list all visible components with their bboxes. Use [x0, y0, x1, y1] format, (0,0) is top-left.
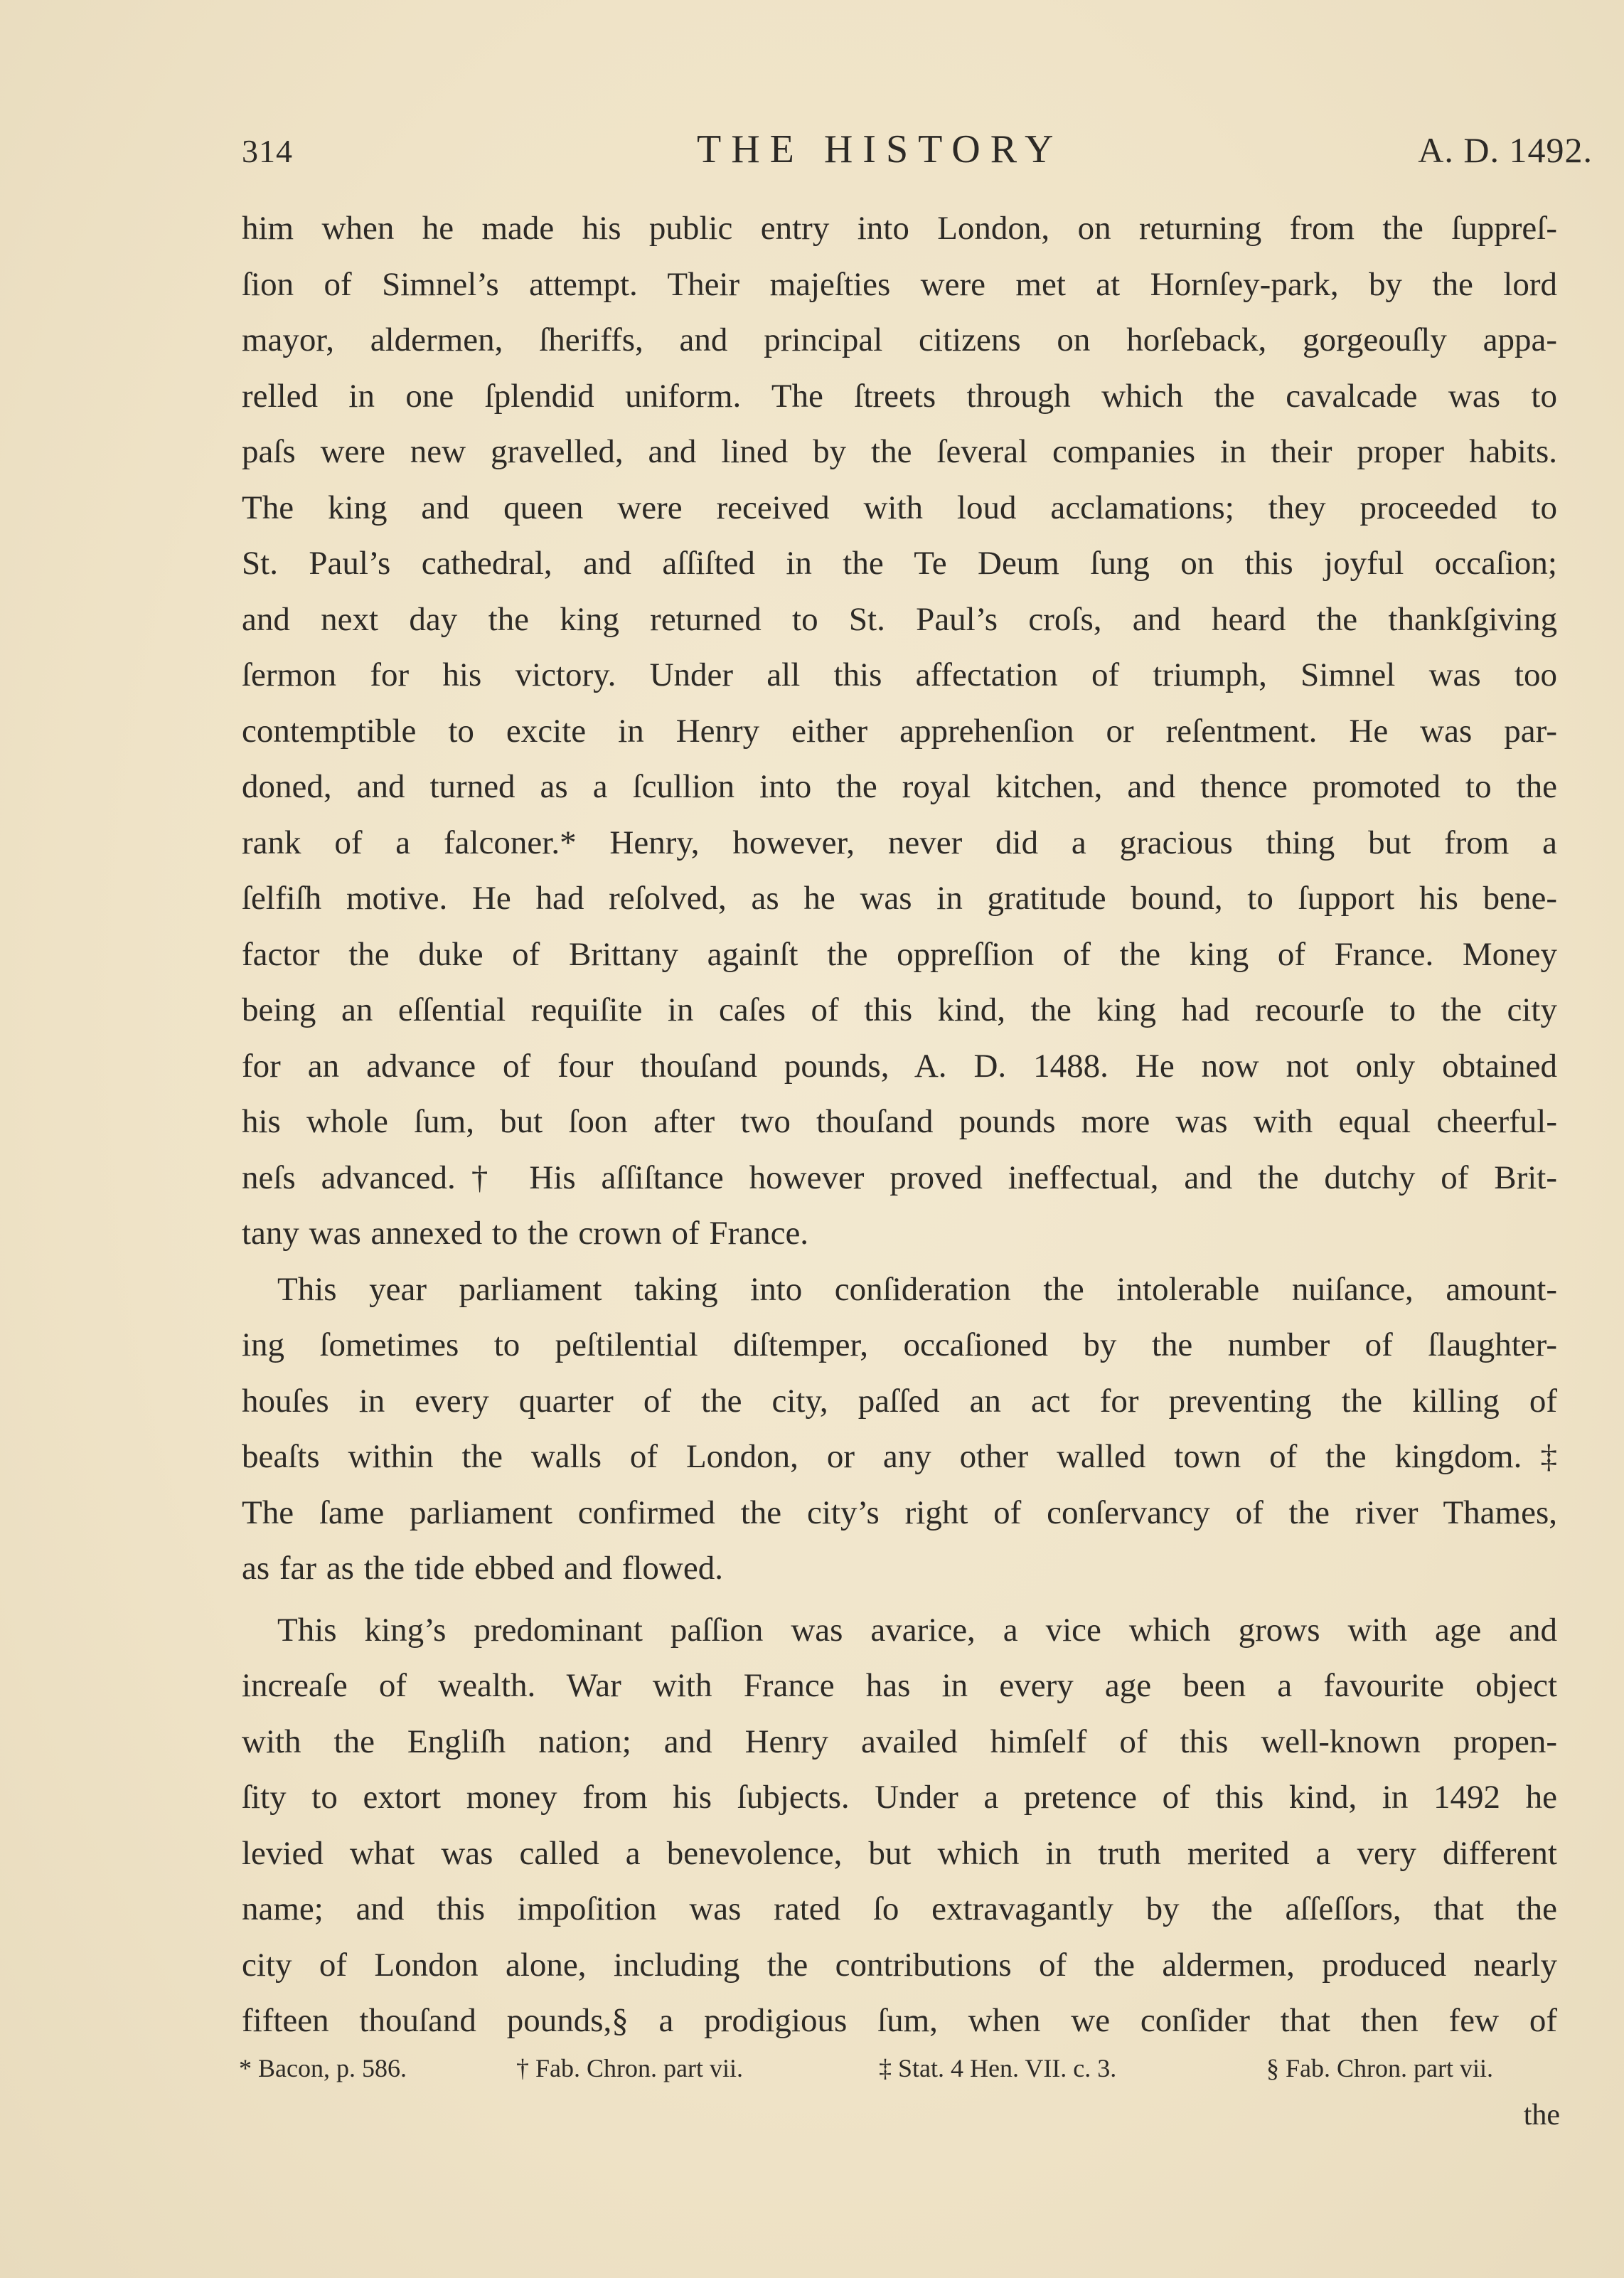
- text-line: being an eſſential requiſite in caſes of this kind, the king had recourſe to the city: [242, 991, 1557, 1028]
- text-line: mayor, aldermen, ſheriffs, and principal citizens on horſeback, gorgeouſly appa-: [242, 321, 1557, 358]
- running-head: THE HISTORY: [697, 127, 1064, 171]
- footnote-1: * Bacon, p. 586.: [239, 2054, 407, 2082]
- text-line: paſs were new gravelled, and lined by the ſeveral companies in their proper habits.: [242, 433, 1557, 470]
- paragraph-1: [242, 201, 1557, 1262]
- text-line: ing ſometimes to peſtilential diſtemper, occaſioned by the number of ſlaughter-: [242, 1326, 1557, 1363]
- text-line: ſelfiſh motive. He had reſolved, as he was in gratitude bound, to ſupport his bene-: [242, 880, 1557, 917]
- text-line: neſs advanced.† His aſſiſtance however proved ineffectual, and the dutchy of Brit-: [242, 1159, 1557, 1196]
- text-line: city of London alone, including the contributions of the aldermen, produced nearly: [242, 1946, 1557, 1984]
- footnote-2: † Fab. Chron. part vii.: [516, 2054, 743, 2082]
- text-line: factor the duke of Brittany againſt the oppreſſion of the king of France. Money: [242, 935, 1557, 973]
- footnote-3: ‡ Stat. 4 Hen. VII. c. 3.: [879, 2054, 1117, 2082]
- text-line: name; and this impoſition was rated ſo extravagantly by the aſſeſſors, that the: [242, 1890, 1557, 1927]
- text-line: beaſts within the walls of London, or any other walled town of the kingdom.‡: [242, 1438, 1557, 1475]
- text-line: This year parliament taking into conſideration the intolerable nuiſance, amount-: [277, 1270, 1557, 1308]
- text-line: as far as the tide ebbed and flowed.: [242, 1550, 723, 1587]
- text-line: levied what was called a benevolence, but which in truth merited a very different: [242, 1834, 1557, 1872]
- text-line: ſion of Simnel’s attempt. Their majeſties were met at Hornſey-park, by the lord: [242, 265, 1557, 303]
- text-line: him when he made his public entry into London, on returning from the ſuppreſ-: [242, 210, 1557, 247]
- text-line: The ſame parliament confirmed the city’s right of conſervancy of the river Thames,: [242, 1494, 1557, 1531]
- catchword: the: [1523, 2099, 1560, 2131]
- text-line: with the Engliſh nation; and Henry availed himſelf of this well-known propen-: [242, 1723, 1557, 1760]
- page-header: [242, 127, 1593, 176]
- body-text: [242, 201, 1557, 2049]
- text-line: The king and queen were received with loud acclamations; they proceeded to: [242, 489, 1557, 526]
- footnotes: [239, 2047, 1576, 2090]
- text-line: and next day the king returned to St. Paul’s croſs, and heard the thankſgiving: [242, 600, 1557, 638]
- text-line: relled in one ſplendid uniform. The ſtreets through which the cavalcade was to: [242, 377, 1557, 415]
- paragraph-3: [242, 1602, 1557, 2049]
- text-line: increaſe of wealth. War with France has in every age been a favourite object: [242, 1667, 1557, 1704]
- text-line: This king’s predominant paſſion was avarice, a vice which grows with age and: [277, 1611, 1557, 1649]
- footnote-4: § Fab. Chron. part vii.: [1266, 2054, 1493, 2082]
- text-line: his whole ſum, but ſoon after two thouſand pounds more was with equal cheerful-: [242, 1103, 1557, 1140]
- text-line: rank of a falconer.* Henry, however, never did a gracious thing but from a: [242, 824, 1557, 861]
- page-number: 314: [242, 133, 293, 169]
- text-line: St. Paul’s cathedral, and aſſiſted in the Te Deum ſung on this joyful occaſion;: [242, 545, 1557, 582]
- text-line: houſes in every quarter of the city, paſſed an act for preventing the killing of: [242, 1382, 1557, 1420]
- text-line: for an advance of four thouſand pounds, A. D. 1488. He now not only obtained: [242, 1047, 1557, 1085]
- text-line: ſermon for his victory. Under all this affectation of triumph, Simnel was too: [242, 656, 1557, 693]
- paragraph-2: [242, 1262, 1557, 1597]
- text-line: tany was annexed to the crown of France.: [242, 1215, 809, 1252]
- text-line: fifteen thouſand pounds,§ a prodigious ſum, when we conſider that then few of: [242, 2002, 1557, 2039]
- text-line: doned, and turned as a ſcullion into the royal kitchen, and thence promoted to the: [242, 768, 1557, 805]
- text-line: contemptible to excite in Henry either apprehenſion or reſentment. He was par-: [242, 712, 1557, 750]
- header-date: A. D. 1492.: [1418, 130, 1593, 170]
- text-line: ſity to extort money from his ſubjects. Under a pretence of this kind, in 1492 he: [242, 1779, 1557, 1816]
